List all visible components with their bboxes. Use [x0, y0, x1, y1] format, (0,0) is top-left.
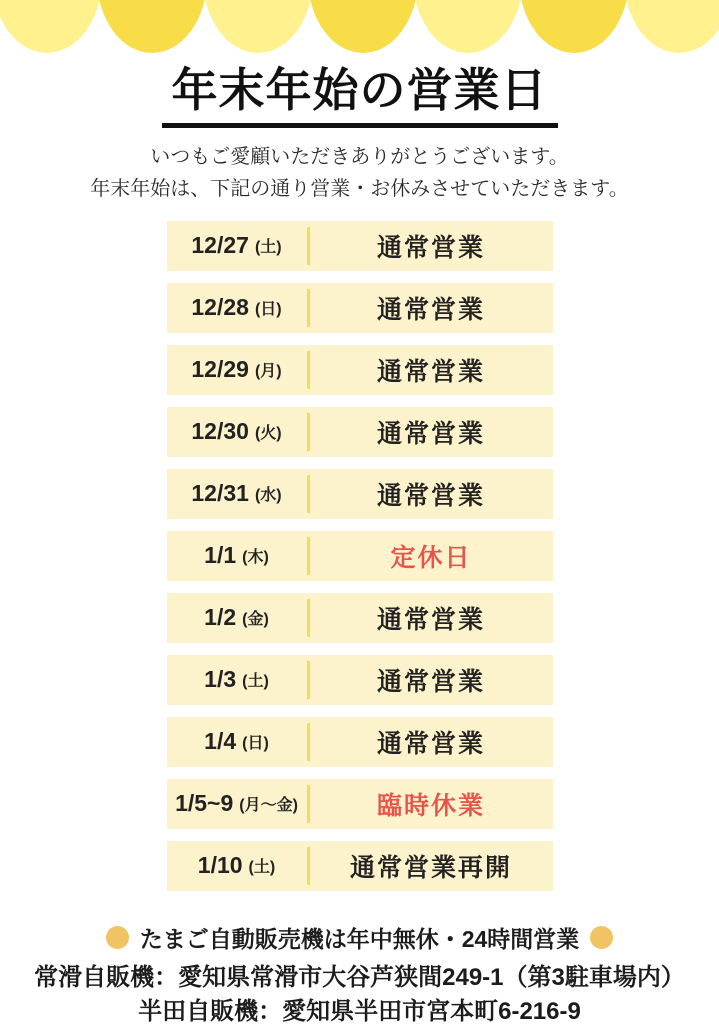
schedule-date-cell: [167, 294, 307, 321]
schedule-date-cell: [167, 480, 307, 507]
schedule-row: [167, 655, 553, 705]
schedule-day: (日): [254, 301, 282, 319]
schedule-day: (火): [254, 425, 282, 443]
schedule-day: (日): [242, 735, 269, 753]
footer: [0, 921, 719, 1029]
schedule-status: 定休日: [390, 543, 472, 572]
schedule-status: 通常営業: [376, 605, 485, 634]
schedule-date-cell: [167, 666, 307, 693]
schedule-date: 1/10: [197, 852, 243, 879]
greeting-line-1: いつもご愛顧いただきありがとうございます。: [150, 145, 569, 168]
gold-dot-icon: [106, 926, 129, 949]
schedule-row: [167, 407, 553, 457]
schedule-status: 通常営業: [376, 233, 485, 262]
schedule-date-cell: [167, 418, 307, 445]
page-title: 年末年始の営業日: [162, 64, 558, 128]
schedule-row: [167, 469, 553, 519]
schedule-table: [167, 221, 553, 891]
address-tokoname: 常滑自販機：愛知県常滑市大谷芦狭間249-1（第3駐車場内）: [34, 963, 685, 991]
schedule-date-cell: [167, 542, 307, 569]
address-handa: 半田自販機：愛知県半田市宮本町6-216-9: [138, 997, 581, 1025]
schedule-date: 1/3: [204, 666, 237, 693]
schedule-date: 1/5~9: [175, 790, 234, 817]
schedule-date-cell: [167, 790, 307, 817]
schedule-row: [167, 593, 553, 643]
vending-machine-line: [0, 921, 719, 954]
schedule-date: 12/28: [191, 294, 249, 321]
schedule-date: 12/30: [191, 418, 249, 445]
schedule-status: 通常営業: [376, 667, 485, 696]
address-block: [0, 961, 719, 1029]
schedule-status: 通常営業: [376, 295, 485, 324]
schedule-date: 12/31: [191, 480, 249, 507]
schedule-day: (木): [242, 549, 269, 567]
schedule-status: 通常営業: [376, 357, 485, 386]
greeting-line-2: 年末年始は、下記の通り営業・お休みさせていただきます。: [90, 177, 629, 200]
schedule-date: 1/2: [204, 604, 237, 631]
schedule-date-cell: [167, 604, 307, 631]
schedule-date-cell: [167, 232, 307, 259]
schedule-day: (土): [248, 859, 276, 877]
schedule-status: 臨時休業: [376, 791, 485, 820]
schedule-day: (水): [254, 487, 282, 505]
schedule-day: (土): [242, 673, 269, 691]
schedule-status: 通常営業: [376, 419, 485, 448]
schedule-date: 1/4: [204, 728, 237, 755]
schedule-date-cell: [167, 356, 307, 383]
schedule-row: [167, 221, 553, 271]
schedule-day: (金): [242, 611, 269, 629]
schedule-date: 12/29: [191, 356, 249, 383]
gold-dot-icon: [590, 926, 613, 949]
schedule-row: [167, 531, 553, 581]
vending-machine-text: たまご自動販売機は年中無休・24時間営業: [139, 925, 580, 952]
schedule-row: [167, 717, 553, 767]
schedule-row: [167, 779, 553, 829]
schedule-date: 12/27: [191, 232, 249, 259]
schedule-day: (土): [254, 239, 282, 257]
schedule-day: (月～金): [239, 797, 298, 815]
schedule-row: [167, 345, 553, 395]
greeting-text: [0, 141, 719, 205]
schedule-status: 通常営業: [376, 729, 485, 758]
schedule-status: 通常営業: [376, 481, 485, 510]
schedule-row: [167, 841, 553, 891]
schedule-date-cell: [167, 852, 307, 879]
schedule-status: 通常営業再開: [349, 853, 512, 882]
schedule-day: (月): [254, 363, 282, 381]
schedule-date-cell: [167, 728, 307, 755]
schedule-date: 1/1: [204, 542, 237, 569]
schedule-row: [167, 283, 553, 333]
